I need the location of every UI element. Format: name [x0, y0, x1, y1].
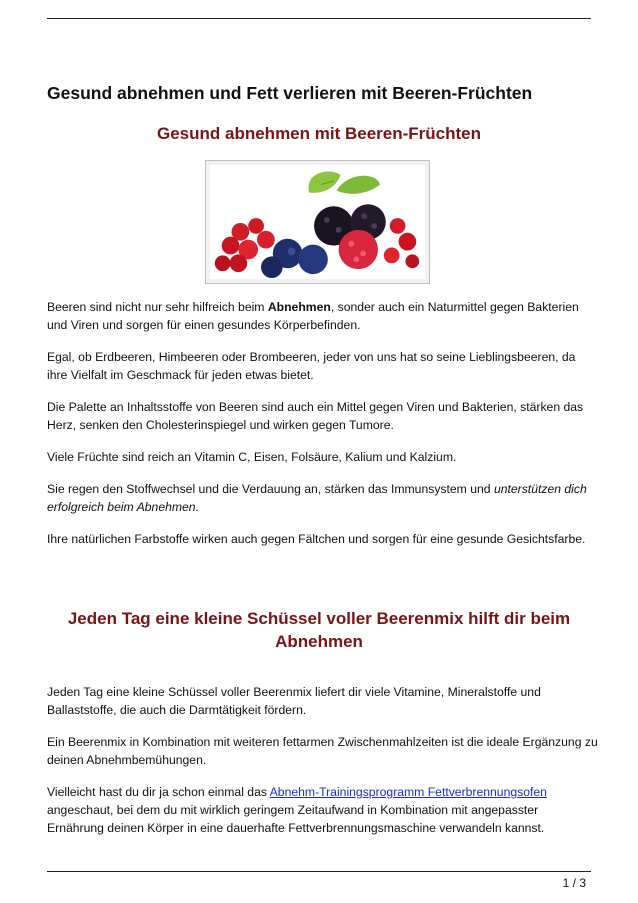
- training-program-link[interactable]: Abnehm-Trainingsprogramm Fettverbrennungsofen: [269, 785, 547, 799]
- paragraph-berry-varieties: Egal, ob Erdbeeren, Himbeeren oder Brombeeren, jeder von uns hat so seine Lieblingsbeeren, da ihre Vielfalt im Geschmack für jeden etwas bietet.: [47, 350, 576, 382]
- bold-keyword: Abnehmen: [267, 300, 331, 314]
- paragraph-text: , sonder auch ein Naturmittel gegen Bakterien und Viren und sorgen für einen gesundes Körperbefinden.: [47, 300, 579, 332]
- berries-image: [205, 160, 430, 284]
- section-heading-berries: Gesund abnehmen mit Beeren-Früchten: [157, 124, 481, 143]
- paragraph-text: angeschaut, bei dem du mit wirklich geringem Zeitaufwand in Kombination mit angepasster Ernährung deinen Körper in eine dauerhafte Fettverbrennungsmaschine verwandeln kannst.: [47, 803, 545, 835]
- bottom-rule: [47, 871, 591, 872]
- italic-text: unterstützen dich erfolgreich beim Abnehmen.: [47, 482, 587, 514]
- paragraph-berry-mix: Jeden Tag eine kleine Schüssel voller Beerenmix liefert dir viele Vitamine, Mineralstoffe und Ballaststoffe, die auch die Darmtätigkeit fördern.: [47, 685, 541, 717]
- top-rule: [47, 18, 591, 19]
- paragraph-berries-intro: [47, 298, 598, 334]
- section-heading-berry-mix: Jeden Tag eine kleine Schüssel voller Beerenmix hilft dir beim Abnehmen: [67, 609, 571, 651]
- paragraph-combination: Ein Beerenmix in Kombination mit weiteren fettarmen Zwischenmahlzeiten ist die ideale Ergänzung zu deinen Abnehmbemühungen.: [47, 735, 598, 767]
- paragraph-vitamins: Viele Früchte sind reich an Vitamin C, Eisen, Folsäure, Kalium und Kalzium.: [47, 450, 457, 464]
- page-number: 1 / 3: [562, 876, 586, 890]
- paragraph-ingredients: Die Palette an Inhaltsstoffe von Beeren sind auch ein Mittel gegen Viren und Bakterien, stärken das Herz, senken den Cholesterinspiegel und wirken gegen Tumore.: [47, 400, 584, 432]
- paragraph-text: Sie regen den Stoffwechsel und die Verdauung an, stärken das Immunsystem und: [47, 482, 494, 496]
- paragraph-text: Beeren sind nicht nur sehr hilfreich beim: [47, 300, 268, 314]
- paragraph-pigments: Ihre natürlichen Farbstoffe wirken auch gegen Fältchen und sorgen für eine gesunde Gesichtsfarbe.: [47, 532, 586, 546]
- paragraph-training-program: [47, 783, 598, 837]
- berries-illustration: [210, 165, 425, 279]
- page-title: Gesund abnehmen und Fett verlieren mit Beeren-Früchten: [47, 83, 533, 103]
- paragraph-text: Vielleicht hast du dir ja schon einmal das: [47, 785, 270, 799]
- paragraph-metabolism: [47, 480, 598, 516]
